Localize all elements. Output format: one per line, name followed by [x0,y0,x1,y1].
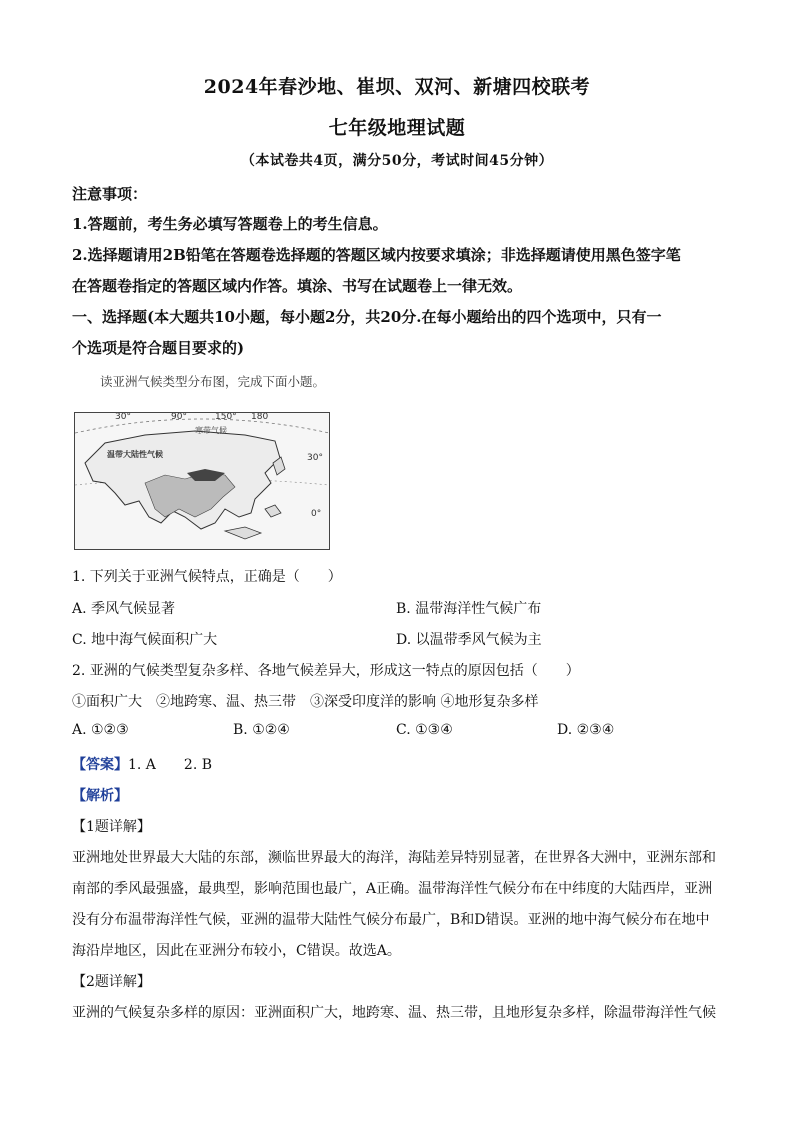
q1-option-b: B. 温带海洋性气候广布 [396,601,542,617]
detail-1-line: 没有分布温带海洋性气候，亚洲的温带大陆性气候分布最广，B和D错误。亚洲的地中海气候分布在地中 [72,912,710,928]
answer-row [72,754,732,774]
detail-1-line: 海沿岸地区，因此在亚洲分布较小，C错误。故选A。 [72,943,401,959]
q2-option-d: D. ②③④ [557,722,615,738]
section1-heading-line-1: 一、选择题(本大题共10小题，每小题2分，共20分.在每小题给出的四个选项中，只有一 [72,308,662,326]
detail-1-label: 【1题详解】 [72,819,151,835]
map-tick-90: 90° [171,412,187,422]
notice-item-2-line-2: 在答题卷指定的答题区域内作答。填涂、书写在试题卷上一律无效。 [72,277,523,295]
map-tick-150: 150° [215,412,237,422]
map-tick-180: 180 [251,412,269,422]
map-tick-lat-30: 30° [307,453,323,463]
analysis-label: 【解析】 [72,788,128,804]
answer-text: 1. A 2. B [128,757,213,773]
q2-reasons: ①面积广大 ②地跨寒、温、热三带 ③深受印度洋的影响 ④地形复杂多样 [72,694,539,710]
map-tick-lat-0: 0° [311,509,322,519]
exam-subtitle: 七年级地理试题 [328,117,466,139]
section1-heading-line-2: 个选项是符合题目要求的) [72,339,245,357]
exam-info: （本试卷共4页，满分50分，考试时间45分钟） [240,153,554,169]
exam-title: 2024年春沙地、崔坝、双河、新塘四校联考 [203,76,591,98]
map-label-continental: 温带大陆性气候 [107,450,163,459]
q1-stem: 1. 下列关于亚洲气候特点，正确是（ ） [72,569,342,585]
q2-option-a: A. ①②③ [72,722,129,738]
q2-option-b: B. ①②④ [233,722,290,738]
figure-caption: 读亚洲气候类型分布图，完成下面小题。 [100,374,326,389]
q1-option-a: A. 季风气候显著 [72,601,176,617]
detail-1-line: 南部的季风最强盛，最典型，影响范围也最广，A正确。温带海洋性气候分布在中纬度的大陆西岸，亚洲 [72,881,713,897]
q2-stem: 2. 亚洲的气候类型复杂多样、各地气候差异大，形成这一特点的原因包括（ ） [72,663,580,679]
detail-2-label: 【2题详解】 [72,974,151,990]
asia-climate-map [74,412,330,550]
answer-label: 【答案】 [72,757,128,773]
map-label-tundra: 寒带气候 [195,426,227,435]
notice-heading: 注意事项： [72,185,148,203]
q2-option-c: C. ①③④ [396,722,453,738]
q1-option-c: C. 地中海气候面积广大 [72,632,218,648]
map-tick-30: 30° [115,412,131,422]
detail-1-line: 亚洲地处世界最大大陆的东部，濒临世界最大的海洋，海陆差异特别显著，在世界各大洲中，亚洲东部和 [72,850,716,866]
notice-item-2-line-1: 2.选择题请用2B铅笔在答题卷选择题的答题区域内按要求填涂；非选择题请使用黑色签字笔 [72,246,681,264]
detail-2-line: 亚洲的气候复杂多样的原因：亚洲面积广大，地跨寒、温、热三带，且地形复杂多样，除温带海洋性气候 [72,1005,716,1021]
notice-item-1: 1.答题前，考生务必填写答题卷上的考生信息。 [72,215,388,233]
q1-option-d: D. 以温带季风气候为主 [396,632,542,648]
